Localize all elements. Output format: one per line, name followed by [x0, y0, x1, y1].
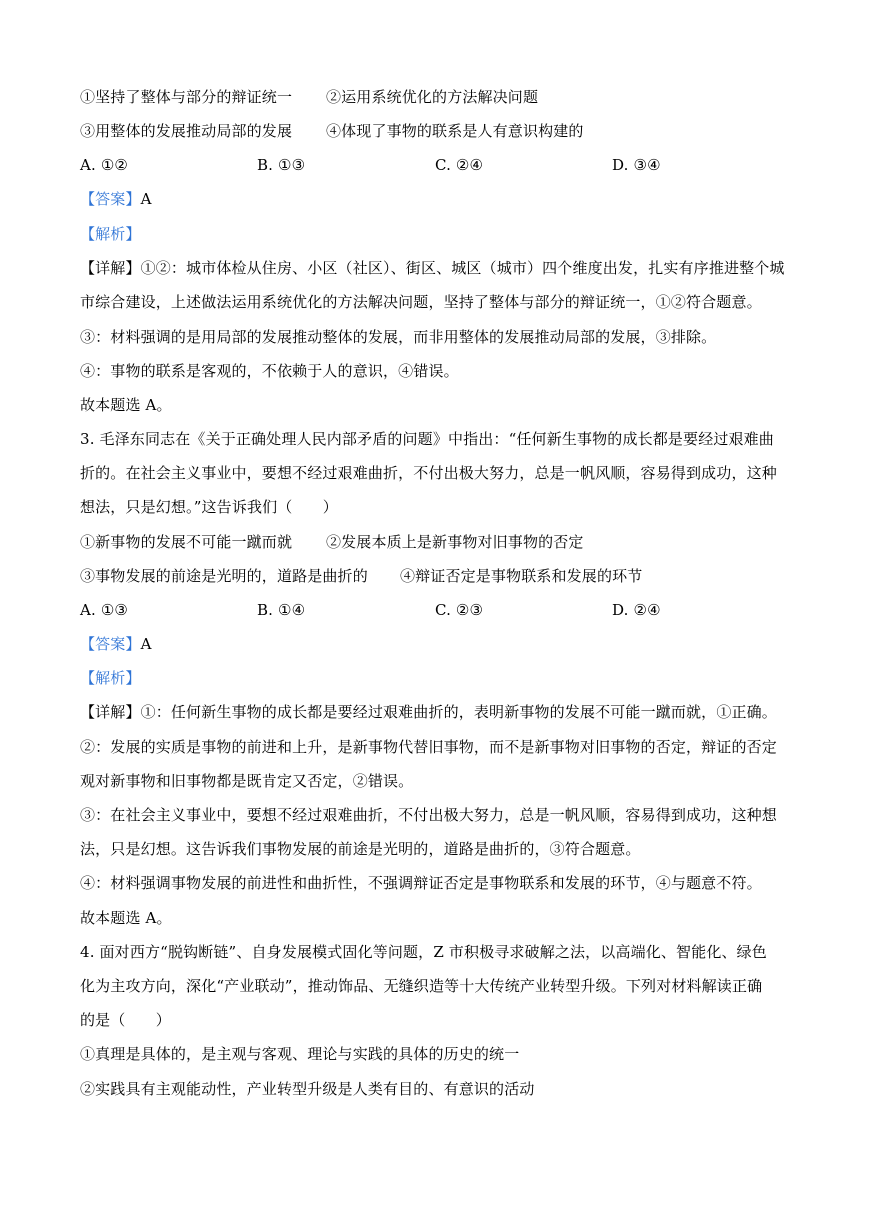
q3-statement-4: ④辩证否定是事物联系和发展的环节 [400, 567, 643, 585]
q3-detail-line-1 [80, 700, 796, 724]
q3-stem-line-3: 想法，只是幻想。”这告诉我们（ ） [80, 498, 338, 516]
q3-detail-line-6: ④：材料强调事物发展的前进性和曲折性，不强调辩证否定是事物联系和发展的环节，④与题意不符。 [80, 874, 762, 892]
q3-stem-line-1: 3. 毛泽东同志在《关于正确处理人民内部矛盾的问题》中指出：“任何新生事物的成长都是要经过艰难曲 [80, 430, 774, 448]
q3-detail-line-5: 法，只是幻想。这告诉我们事物发展的前途是光明的，道路是曲折的，③符合题意。 [80, 840, 641, 858]
q3-detail-label: 【详解】 [80, 703, 141, 721]
q2-choices [80, 153, 796, 177]
q2-analysis-label: 【解析】 [80, 225, 141, 243]
q2-statement-4: ④体现了事物的联系是人有意识构建的 [326, 122, 584, 140]
q2-statement-3: ③用整体的发展推动局部的发展 [80, 122, 293, 140]
q3-conclusion: 故本题选 A。 [80, 909, 172, 927]
q3-answer-value: A [140, 635, 152, 653]
q2-answer-label: 【答案】 [80, 190, 141, 208]
q2-choice-c: C. ②④ [435, 156, 484, 174]
q2-detail-label: 【详解】 [80, 259, 141, 277]
q3-choice-c: C. ②③ [435, 601, 484, 619]
q4-statement-2: ②实践具有主观能动性，产业转型升级是人类有目的、有意识的活动 [80, 1080, 535, 1098]
q4-stem-line-2: 化为主攻方向，深化“产业联动”，推动饰品、无缝织造等十大传统产业转型升级。下列对材料解读正确 [80, 977, 763, 995]
q4-stem-line-1: 4. 面对西方“脱钩断链”、自身发展模式固化等问题，Z 市积极寻求破解之法，以高端化、智能化、绿色 [80, 943, 767, 961]
q3-statement-3: ③事物发展的前途是光明的，道路是曲折的 [80, 567, 368, 585]
q2-detail-line-1 [80, 256, 796, 280]
q3-detail-line-2: ②：发展的实质是事物的前进和上升，是新事物代替旧事物，而不是新事物对旧事物的否定，辩证的否定 [80, 738, 777, 756]
q4-stem-line-3: 的是（ ） [80, 1011, 171, 1029]
q2-choice-b: B. ①③ [257, 156, 306, 174]
q2-detail-text-1: ①②：城市体检从住房、小区（社区）、街区、城区（城市）四个维度出发，扎实有序推进整个城 [140, 259, 785, 277]
q2-statements-row-2 [80, 119, 796, 143]
q3-statement-2: ②发展本质上是新事物对旧事物的否定 [326, 533, 584, 551]
q2-detail-line-3: ③：材料强调的是用局部的发展推动整体的发展，而非用整体的发展推动局部的发展，③排除。 [80, 328, 717, 346]
q2-statement-2: ②运用系统优化的方法解决问题 [326, 88, 539, 106]
q3-answer [80, 632, 796, 656]
q3-analysis-heading [80, 666, 796, 690]
q3-statement-1: ①新事物的发展不可能一蹴而就 [80, 533, 293, 551]
q3-answer-label: 【答案】 [80, 635, 141, 653]
q3-stem-line-2: 折的。在社会主义事业中，要想不经过艰难曲折，不付出极大努力，总是一帆风顺，容易得到成功，这种 [80, 464, 777, 482]
q2-statements-row-1 [80, 85, 796, 109]
q2-analysis-heading [80, 222, 796, 246]
q3-detail-line-3: 观对新事物和旧事物都是既肯定又否定，②错误。 [80, 772, 414, 790]
q3-choice-d: D. ②④ [612, 601, 661, 619]
q2-detail-line-4: ④：事物的联系是客观的，不依赖于人的意识，④错误。 [80, 362, 459, 380]
q2-detail-line-2: 市综合建设，上述做法运用系统优化的方法解决问题，坚持了整体与部分的辩证统一，①②符合题意。 [80, 293, 762, 311]
q3-choices [80, 598, 796, 622]
q3-choice-a: A. ①③ [80, 601, 129, 619]
q2-answer [80, 187, 796, 211]
q2-choice-d: D. ③④ [612, 156, 661, 174]
q3-analysis-label: 【解析】 [80, 669, 141, 687]
q2-conclusion: 故本题选 A。 [80, 396, 172, 414]
q2-answer-value: A [140, 190, 152, 208]
q3-choice-b: B. ①④ [257, 601, 306, 619]
q3-statements-row-2 [80, 564, 796, 588]
q3-detail-line-4: ③：在社会主义事业中，要想不经过艰难曲折，不付出极大努力，总是一帆风顺，容易得到成功，这种想 [80, 806, 777, 824]
q3-statements-row-1 [80, 530, 796, 554]
q3-detail-text-1: ①：任何新生事物的成长都是要经过艰难曲折的，表明新事物的发展不可能一蹴而就，①正确。 [140, 703, 777, 721]
q2-statement-1: ①坚持了整体与部分的辩证统一 [80, 88, 293, 106]
q2-choice-a: A. ①② [80, 156, 129, 174]
q4-statement-1: ①真理是具体的，是主观与客观、理论与实践的具体的历史的统一 [80, 1045, 520, 1063]
